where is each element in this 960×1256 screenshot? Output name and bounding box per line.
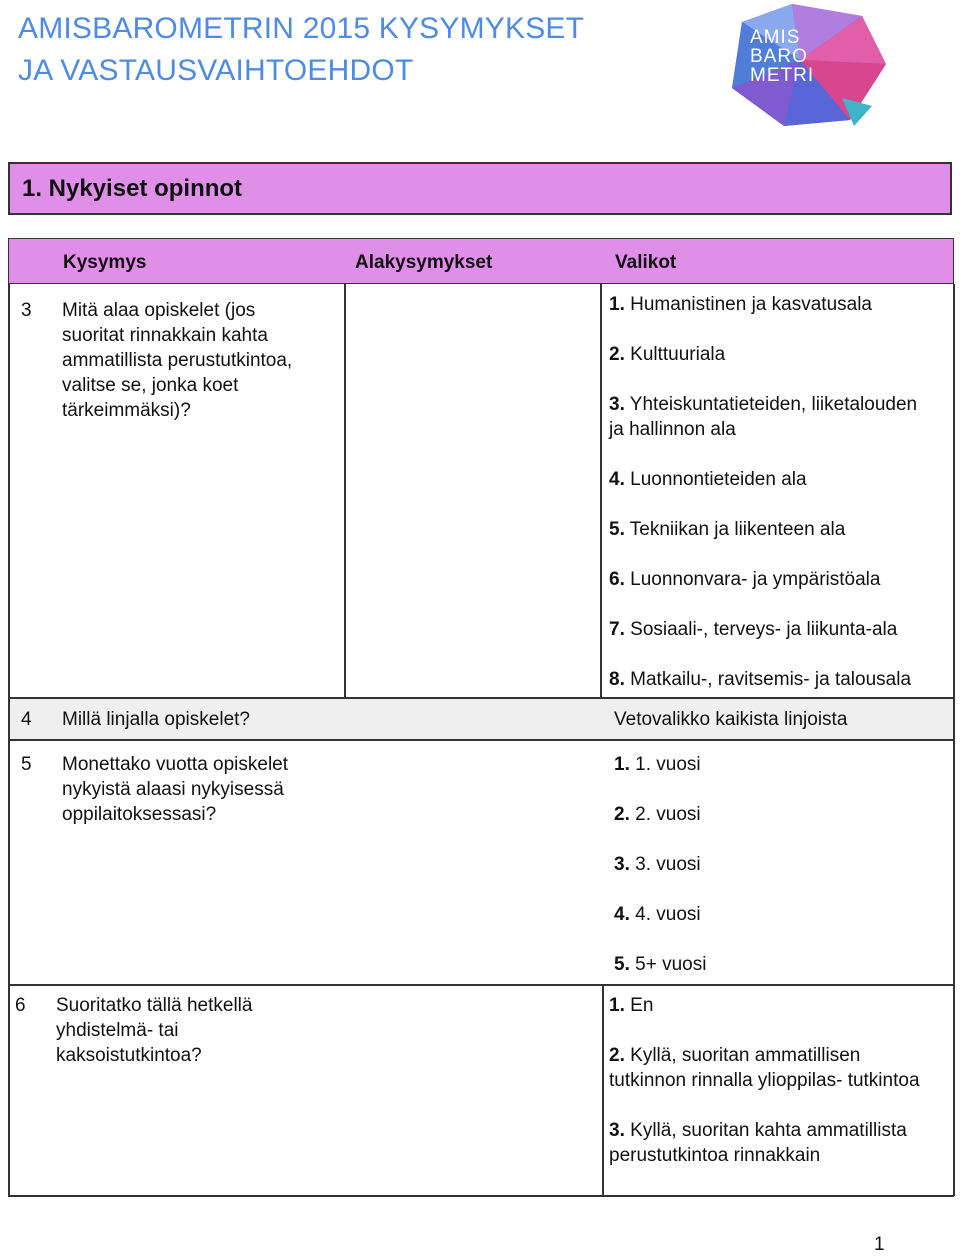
row-divider [8,697,954,699]
question-line: Mitä alaa opiskelet (jos [62,300,256,321]
question-line: oppilaitoksessasi? [62,804,217,825]
table-border-bottom [8,1195,954,1197]
row-divider [8,984,954,986]
logo-text [750,28,850,85]
option-item: 5. Tekniikan ja liikenteen ala [609,519,846,540]
row-4-options: Vetovalikko kaikista linjoista [614,709,848,730]
option-item: 2. 2. vuosi [614,804,701,825]
option-item: 5. 5+ vuosi [614,954,707,975]
header-question: Kysymys [63,252,147,273]
option-item: 3. 3. vuosi [614,854,701,875]
option-item: 3. Yhteiskuntatieteiden, liiketalouden ja hallinnon ala [609,394,918,440]
option-item: 7. Sosiaali-, terveys- ja liikunta-ala [609,619,898,640]
option-item: 2. Kulttuuriala [609,344,726,365]
section-header [8,162,952,215]
row-4-number: 4 [21,709,32,730]
row-5-number: 5 [21,754,32,775]
title-line-2: JA VASTAUSVAIHTOEHDOT [18,54,414,87]
row-6-question [56,993,252,1068]
column-divider [600,284,602,697]
section-title: 1. Nykyiset opinnot [22,175,243,202]
question-line: kaksoistutkintoa? [56,1045,202,1066]
row-divider [8,739,954,741]
document-title [18,8,698,92]
question-line: tärkeimmäksi)? [62,400,191,421]
option-item: 1. 1. vuosi [614,754,701,775]
logo-text-line: AMIS [750,27,801,48]
row-5-question [62,752,288,827]
table-header-row [8,238,954,284]
option-item: 6. Luonnonvara- ja ympäristöala [609,569,881,590]
option-item: 4. 4. vuosi [614,904,701,925]
question-line: Monettako vuotta opiskelet [62,754,289,775]
column-divider [602,984,604,1195]
option-item: 2. Kyllä, suoritan ammatillisen tutkinnon rinnalla ylioppilas- tutkintoa [609,1045,920,1091]
question-line: yhdistelmä- tai [56,1020,179,1041]
question-line: Suoritatko tällä hetkellä [56,995,253,1016]
question-line: nykyistä alaasi nykyisessä [62,779,284,800]
option-item: 8. Matkailu-, ravitsemis- ja talousala [609,669,912,690]
header-options: Valikot [615,252,677,273]
question-line: valitse se, jonka koet [62,375,239,396]
option-item: 1. Humanistinen ja kasvatusala [609,294,872,315]
row-4-question: Millä linjalla opiskelet? [62,709,250,730]
option-item: 3. Kyllä, suoritan kahta ammatillista perustutkintoa rinnakkain [609,1120,907,1166]
header-subquestions: Alakysymykset [355,252,493,273]
logo-text-line: METRI [750,65,815,86]
logo-text-line: BARO [750,46,808,67]
page-number: 1 [874,1234,885,1255]
option-item: 1. En [609,995,654,1016]
option-item: 4. Luonnontieteiden ala [609,469,807,490]
row-3-number: 3 [21,300,32,321]
column-divider [344,284,346,697]
title-line-1: AMISBAROMETRIN 2015 KYSYMYKSET [18,12,585,45]
question-line: suoritat rinnakkain kahta [62,325,268,346]
row-3-question [62,298,292,423]
row-6-number: 6 [15,995,26,1016]
question-line: ammatillista perustutkintoa, [62,350,293,371]
